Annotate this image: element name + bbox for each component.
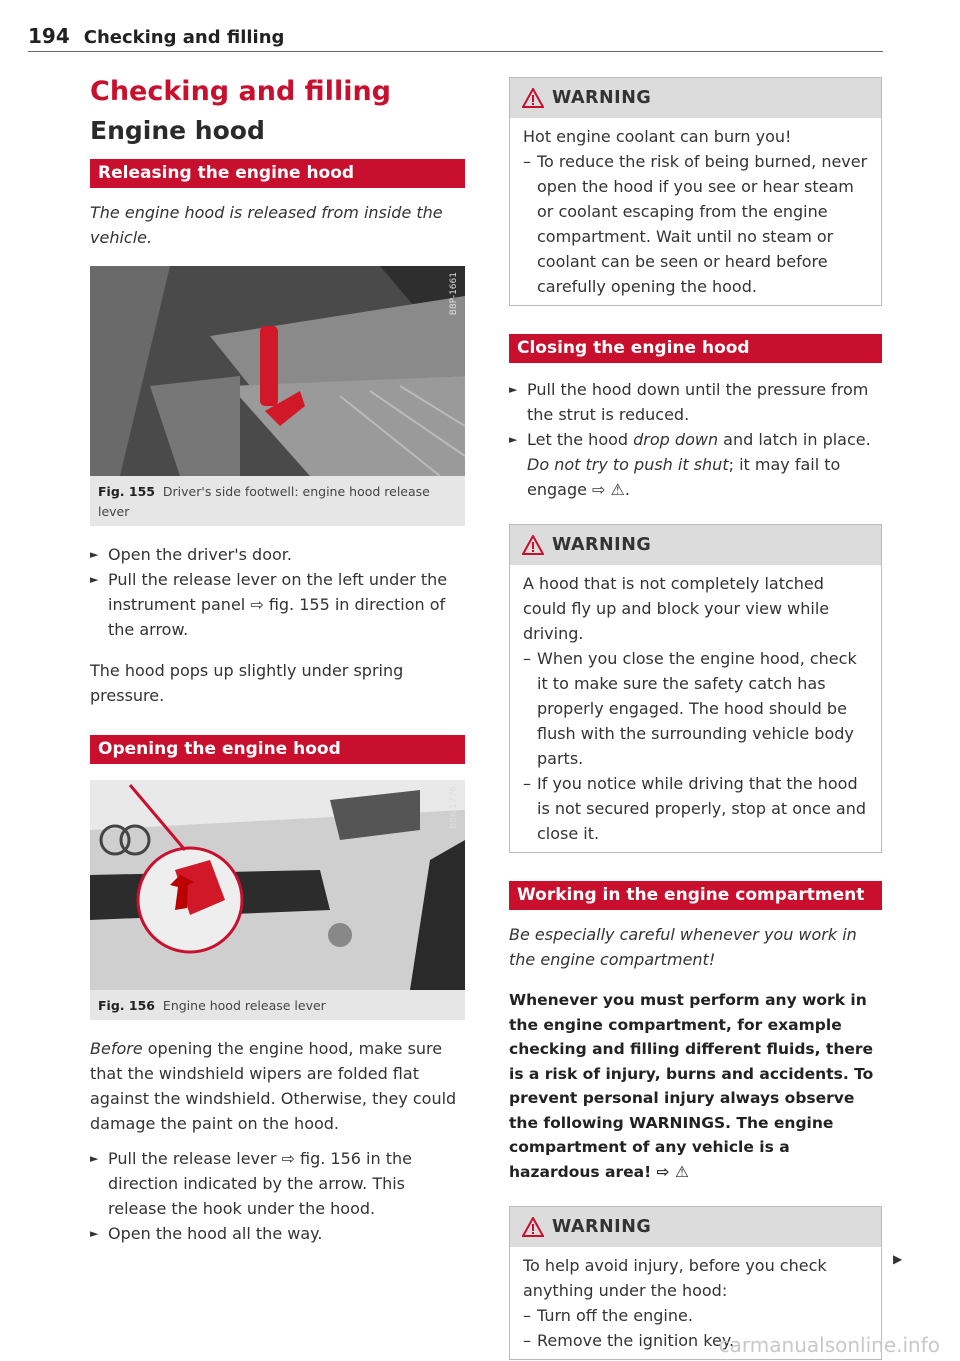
working-intro: Be especially careful whenever you work in the engine compartment! <box>509 925 857 969</box>
figure-caption-text: Driver's side footwell: engine hood release lever <box>98 484 430 519</box>
list-item: ► Open the driver's door. <box>90 542 465 567</box>
right-column <box>509 77 882 1360</box>
opening-steps <box>90 1146 465 1246</box>
list-item: – When you close the engine hood, check it to make sure the safety catch has properly engaged. The hood should be flush with the surrounding vehicle body parts. <box>523 649 857 768</box>
warning-title: WARNING <box>552 535 652 555</box>
releasing-intro: The engine hood is released from inside the vehicle. <box>90 203 443 247</box>
bullet-arrow-icon: ► <box>90 1152 99 1165</box>
opening-before-text: Before opening the engine hood, make sure that the windshield wipers are folded flat against the windshield. Otherwise, they could damage the paint on the hood. <box>90 1039 457 1133</box>
heading-closing-hood: Closing the engine hood <box>509 334 882 363</box>
watermark: carmanualsonline.info <box>718 1333 940 1357</box>
figure-caption <box>90 990 465 1020</box>
bullet-arrow-icon: ► <box>509 433 518 446</box>
warning-box-coolant <box>509 77 882 306</box>
footwell-illustration <box>90 266 465 476</box>
release-result: The hood pops up slightly under spring pressure. <box>90 661 404 705</box>
warning-triangle-icon <box>522 535 544 555</box>
warning-title: WARNING <box>552 1217 652 1237</box>
warning-triangle-icon <box>522 88 544 108</box>
warning-intro: To help avoid injury, before you check anything under the hood: <box>523 1256 827 1300</box>
bullet-arrow-icon: ► <box>90 548 99 561</box>
list-item: ► Let the hood drop down and latch in place. Do not try to push it shut; it may fail to engage ⇨ ⚠. <box>509 427 882 502</box>
warning-body <box>510 565 881 852</box>
hood-release-illustration <box>90 780 465 990</box>
list-item: ► Pull the release lever on the left under the instrument panel ⇨ fig. 155 in direction of the arrow. <box>90 567 465 642</box>
list-item: – Turn off the engine. <box>523 1306 693 1325</box>
figure-code: B8K-1776 <box>449 786 459 830</box>
heading-opening-hood: Opening the engine hood <box>90 735 465 764</box>
warning-intro: Hot engine coolant can burn you! <box>523 127 792 146</box>
bullet-arrow-icon: ► <box>90 573 99 586</box>
warning-header <box>510 525 881 565</box>
figure-number: Fig. 155 <box>98 484 155 499</box>
warning-triangle-icon <box>522 1217 544 1237</box>
chapter-title: Checking and filling <box>90 76 392 107</box>
figure-155 <box>90 266 465 526</box>
release-steps <box>90 542 465 642</box>
list-item: ► Open the hood all the way. <box>90 1221 465 1246</box>
bullet-arrow-icon: ► <box>90 1227 99 1240</box>
closing-steps <box>509 377 882 502</box>
list-item: ► Pull the release lever ⇨ fig. 156 in the direction indicated by the arrow. This release the hook under the hood. <box>90 1146 465 1221</box>
page-number: 194 <box>28 24 70 48</box>
warning-header <box>510 78 881 118</box>
warning-box-latch <box>509 524 882 853</box>
bullet-arrow-icon: ► <box>509 383 518 396</box>
list-item: ► Pull the hood down until the pressure from the strut is reduced. <box>509 377 882 427</box>
continue-arrow-icon: ▶ <box>893 1252 903 1266</box>
figure-caption-text: Engine hood release lever <box>162 998 326 1013</box>
footwell-drawing <box>90 266 465 476</box>
heading-working-engine: Working in the engine compartment <box>509 881 882 910</box>
warning-header <box>510 1207 881 1247</box>
list-item: – If you notice while driving that the hood is not secured properly, stop at once and close it. <box>523 774 866 843</box>
warning-intro: A hood that is not completely latched could fly up and block your view while driving. <box>523 574 830 643</box>
running-title: Checking and filling <box>83 27 285 48</box>
car-front-drawing <box>90 780 465 990</box>
list-item: – To reduce the risk of being burned, never open the hood if you see or hear steam or coolant escaping from the engine compartment. Wait until no steam or coolant can be seen or heard before carefully opening the hood. <box>523 152 868 296</box>
heading-releasing-hood: Releasing the engine hood <box>90 159 465 188</box>
warning-title: WARNING <box>552 88 652 108</box>
figure-number: Fig. 156 <box>98 998 155 1013</box>
running-header <box>28 24 883 52</box>
warning-body <box>510 118 881 305</box>
figure-156 <box>90 780 465 1020</box>
left-column <box>90 75 465 1246</box>
working-warning-text: Whenever you must perform any work in the engine compartment, for example checking and filling different fluids, there is a risk of injury, burns and accidents. To prevent personal injury always observe the following WARNINGS. The engine compartment of any vehicle is a hazardous area! ⇨ ⚠ <box>509 991 874 1181</box>
list-item: – Remove the ignition key. <box>523 1331 735 1350</box>
figure-code: B8P-1661 <box>449 272 459 316</box>
figure-caption <box>90 476 465 526</box>
section-title: Engine hood <box>90 116 265 145</box>
release-lever <box>260 326 278 406</box>
